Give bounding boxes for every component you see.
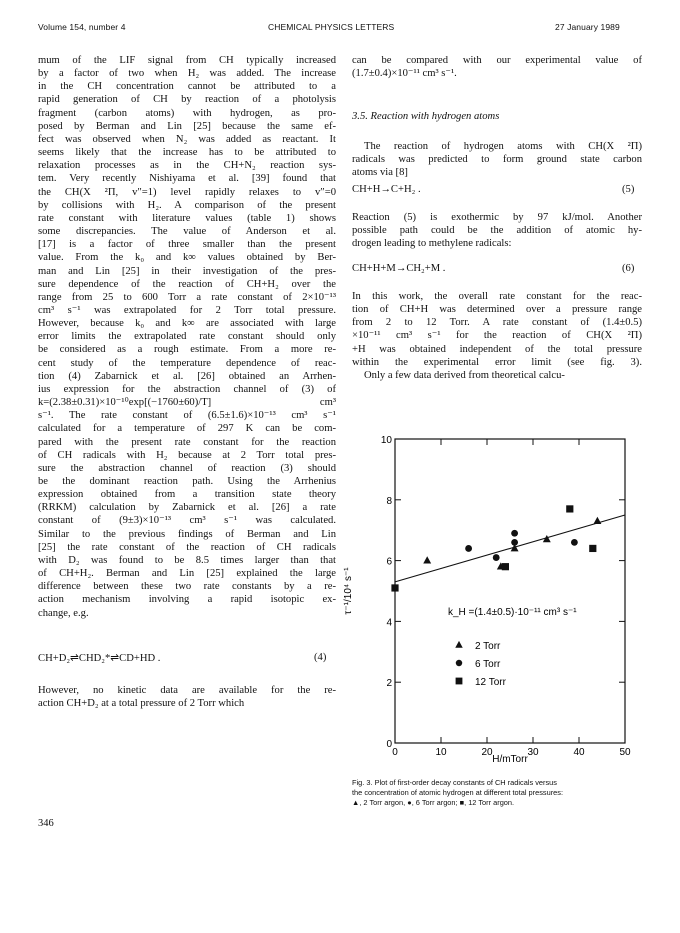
text-line: k=(2.38±0.31)×10⁻¹⁰exp[(−1760±60)/T] cm³ xyxy=(38,397,336,409)
text-line: calculated for a temperature of 297 K can be com- xyxy=(38,423,336,435)
text-line: +H was obtained independent of the total pressure xyxy=(352,343,642,355)
y-axis-label: τ⁻¹/10⁴ s⁻¹ xyxy=(343,567,354,615)
equation-6-number: (6) xyxy=(622,263,635,274)
text-line: Reaction (5) is exothermic by 97 kJ/mol. Another xyxy=(352,212,642,223)
text-line: [25] the rate constant of the reaction of CH radicals xyxy=(38,541,336,553)
text-line: of CH radicals with H₂ because at 2 Torr total pres- xyxy=(38,449,336,461)
caption-line: the concentration of atomic hydrogen at different total pressures: xyxy=(352,787,564,797)
equation-5-number: (5) xyxy=(622,184,635,195)
text-line: cm³ s⁻¹ was extrapolated for 2 Torr total pressure. xyxy=(38,304,336,316)
equation-4-number: (4) xyxy=(314,652,327,663)
text-line: man and Lin [25] in their investigation of the pres- xyxy=(38,265,336,277)
right-paragraph-3 xyxy=(352,290,642,382)
text-line: some discrepancies. The value of Anderson et al. xyxy=(38,226,336,238)
text-line: pared with the present rate constant for the reaction xyxy=(38,436,336,448)
text-line: the CH(X ²Π, v″=1) level rapidly relaxes to v″=0 xyxy=(38,186,336,198)
legend-marker-triangle xyxy=(455,641,462,648)
legend-marker-square xyxy=(456,678,463,685)
text-line: action CH+D₂ at a total pressure of 2 Torr which xyxy=(38,698,245,710)
header-journal: CHEMICAL PHYSICS LETTERS xyxy=(268,22,395,32)
y-tick-label: 0 xyxy=(386,739,392,750)
data-point-circle xyxy=(465,545,472,552)
text-line: relaxation processes as in the CH+N₂ reaction sys- xyxy=(38,160,336,172)
caption-line: Fig. 3. Plot of first-order decay constants of CH radicals versus xyxy=(352,778,557,787)
text-line: drogen leading to methylene radicals: xyxy=(352,238,512,250)
data-point-circle xyxy=(511,530,518,537)
text-line: In this work, the overall rate constant for the reac- xyxy=(352,291,642,302)
text-line: mum of the LIF signal from CH typically increased xyxy=(38,55,336,66)
text-line: can be compared with our experimental value of xyxy=(352,55,642,66)
y-tick-label: 4 xyxy=(386,617,392,629)
text-line: within the experimental error limit (see fig. 3). xyxy=(352,356,642,368)
text-line: (1.7±0.4)×10⁻¹¹ cm³ s⁻¹. xyxy=(352,68,457,80)
header-date: 27 January 1989 xyxy=(555,22,620,32)
text-line: The reaction of hydrogen atoms with CH(X ²Π) xyxy=(364,141,642,152)
x-axis-label: H/mTorr xyxy=(492,754,528,765)
data-point-triangle xyxy=(593,517,601,524)
data-point-square xyxy=(391,584,398,591)
text-line: tem. Very recently Nishiyama et al. [39] found that xyxy=(38,173,336,185)
y-tick-label: 8 xyxy=(386,495,392,507)
text-line: from 2 to 12 Torr. A rate constant of (1.4±0.5) xyxy=(352,317,642,329)
right-paragraph-1 xyxy=(352,140,642,179)
text-line: of CH+H₂. Berman and Lin [25] explained the large xyxy=(38,568,336,580)
text-line: radicals was predicted to form ground state carbon xyxy=(352,154,642,166)
text-line: rate constant with literature values (table 1) shows xyxy=(38,212,336,224)
text-line: However, because k₀ and k∞ are associated with large xyxy=(38,318,336,330)
text-line: be considered as a rough estimate. From a more re- xyxy=(38,344,336,356)
text-line: cent study of the temperature dependence of reac- xyxy=(38,357,336,369)
x-tick-label: 50 xyxy=(619,747,631,758)
data-point-square xyxy=(589,545,596,552)
text-line: difference between these two rate constants by a re- xyxy=(38,581,336,593)
text-line: rapid generation of CH by reaction of a photolysis xyxy=(38,94,336,106)
x-tick-label: 30 xyxy=(527,747,539,758)
text-line: possible path could be the addition of atomic hy- xyxy=(352,225,642,237)
text-line: ius expression for the abstraction channel of (3) of xyxy=(38,383,336,395)
x-tick-label: 20 xyxy=(481,747,493,758)
text-line: with D₂ was found to be 8.5 times larger than that xyxy=(38,554,336,566)
page-number: 346 xyxy=(38,818,54,829)
text-line: be the dominant reaction path. Using the Arrhenius xyxy=(38,476,336,487)
section-title: 3.5. Reaction with hydrogen atoms xyxy=(352,111,500,122)
text-line: sure the abstraction channel of reaction (3) should xyxy=(38,462,336,474)
text-line: error limits the extrapolated rate constant should only xyxy=(38,331,336,343)
equation-5: CH+H→C+H₂ . xyxy=(352,184,421,195)
plot-frame xyxy=(395,439,625,743)
text-line: atoms via [8] xyxy=(352,167,408,179)
data-point-circle xyxy=(493,554,500,561)
text-line: change, e.g. xyxy=(38,607,89,619)
data-point-triangle xyxy=(423,556,431,563)
text-line: by collisions with H₂. A comparison of the present xyxy=(38,199,336,211)
fit-label: k_H =(1.4±0.5)·10⁻¹¹ cm³ s⁻¹ xyxy=(448,607,577,618)
data-point-circle xyxy=(571,539,578,546)
text-line: range from 25 to 600 Torr a rate constant of 2×10⁻¹³ xyxy=(38,291,336,303)
figure-caption xyxy=(352,778,642,807)
legend-marker-circle xyxy=(456,660,462,666)
text-line: tion of CH+H was determined over a pressure range xyxy=(352,304,642,316)
text-line: constant of (9±3)×10⁻¹³ cm³ s⁻¹ was calculated. xyxy=(38,515,336,527)
left-column-text xyxy=(38,54,336,620)
data-point-square xyxy=(502,563,509,570)
text-line: (RRKM) calculation by Zabarnick et al. [26] a rate xyxy=(38,502,336,514)
equation-4: CH+D₂⇌CHD₂*⇌CD+HD . xyxy=(38,653,161,664)
x-tick-label: 40 xyxy=(573,747,585,758)
decay-constant-chart xyxy=(325,415,640,768)
y-tick-label: 10 xyxy=(380,435,392,446)
text-line: by a factor of two when H₂ was added. The increase xyxy=(38,68,336,80)
legend-label: 12 Torr xyxy=(475,677,506,688)
text-line: Only a few data derived from theoretical calcu- xyxy=(364,369,565,381)
text-line: value. From the k₀ and k∞ values obtained by Ber- xyxy=(38,252,336,264)
legend-label: 2 Torr xyxy=(475,641,501,652)
text-line: action mechanism involving a rapid isotopic ex- xyxy=(38,594,336,606)
text-line: fect was observed when N₂ was added as reactant. It xyxy=(38,133,336,145)
x-tick-label: 10 xyxy=(435,747,447,758)
caption-line: ▲, 2 Torr argon, ●, 6 Torr argon; ■, 12 Torr argon. xyxy=(352,797,515,807)
text-line: seems likely that the increase has to be attributed to xyxy=(38,147,336,159)
text-line: However, no kinetic data are available for the re- xyxy=(38,685,336,696)
text-line: in the CH concentration cannot be attributed to a xyxy=(38,81,336,93)
text-line: posed by Berman and Lin [25] because the same ef- xyxy=(38,120,336,132)
data-point-square xyxy=(566,505,573,512)
text-line: expression obtained from a transition state theory xyxy=(38,489,336,501)
y-tick-label: 6 xyxy=(386,556,392,568)
legend-label: 6 Torr xyxy=(475,659,501,670)
y-tick-label: 2 xyxy=(386,678,392,690)
text-line: fragment (carbon atoms) with hydrogen, as pro- xyxy=(38,107,336,119)
header-volume: Volume 154, number 4 xyxy=(38,22,126,32)
text-line: tion (4) Zabarnick et al. [26] obtained an Arrhen- xyxy=(38,370,336,382)
data-point-circle xyxy=(511,539,518,546)
text-line: [17] is a factor of three smaller than the present xyxy=(38,239,336,251)
equation-6: CH+H+M→CH₂+M . xyxy=(352,263,446,274)
text-line: ×10⁻¹¹ cm³ s⁻¹ for the reaction of CH(X ²Π) xyxy=(352,330,642,342)
left-bottom-text xyxy=(38,684,336,710)
x-tick-label: 0 xyxy=(392,747,398,758)
text-line: sure dependence of the reaction of CH+H₂ over the xyxy=(38,278,336,290)
right-paragraph-2 xyxy=(352,211,642,250)
text-line: s⁻¹. The rate constant of (6.5±1.6)×10⁻¹³ cm³ s⁻¹ xyxy=(38,410,336,422)
text-line: Similar to the previous findings of Berman and Lin xyxy=(38,528,336,540)
right-top-text xyxy=(352,54,642,80)
